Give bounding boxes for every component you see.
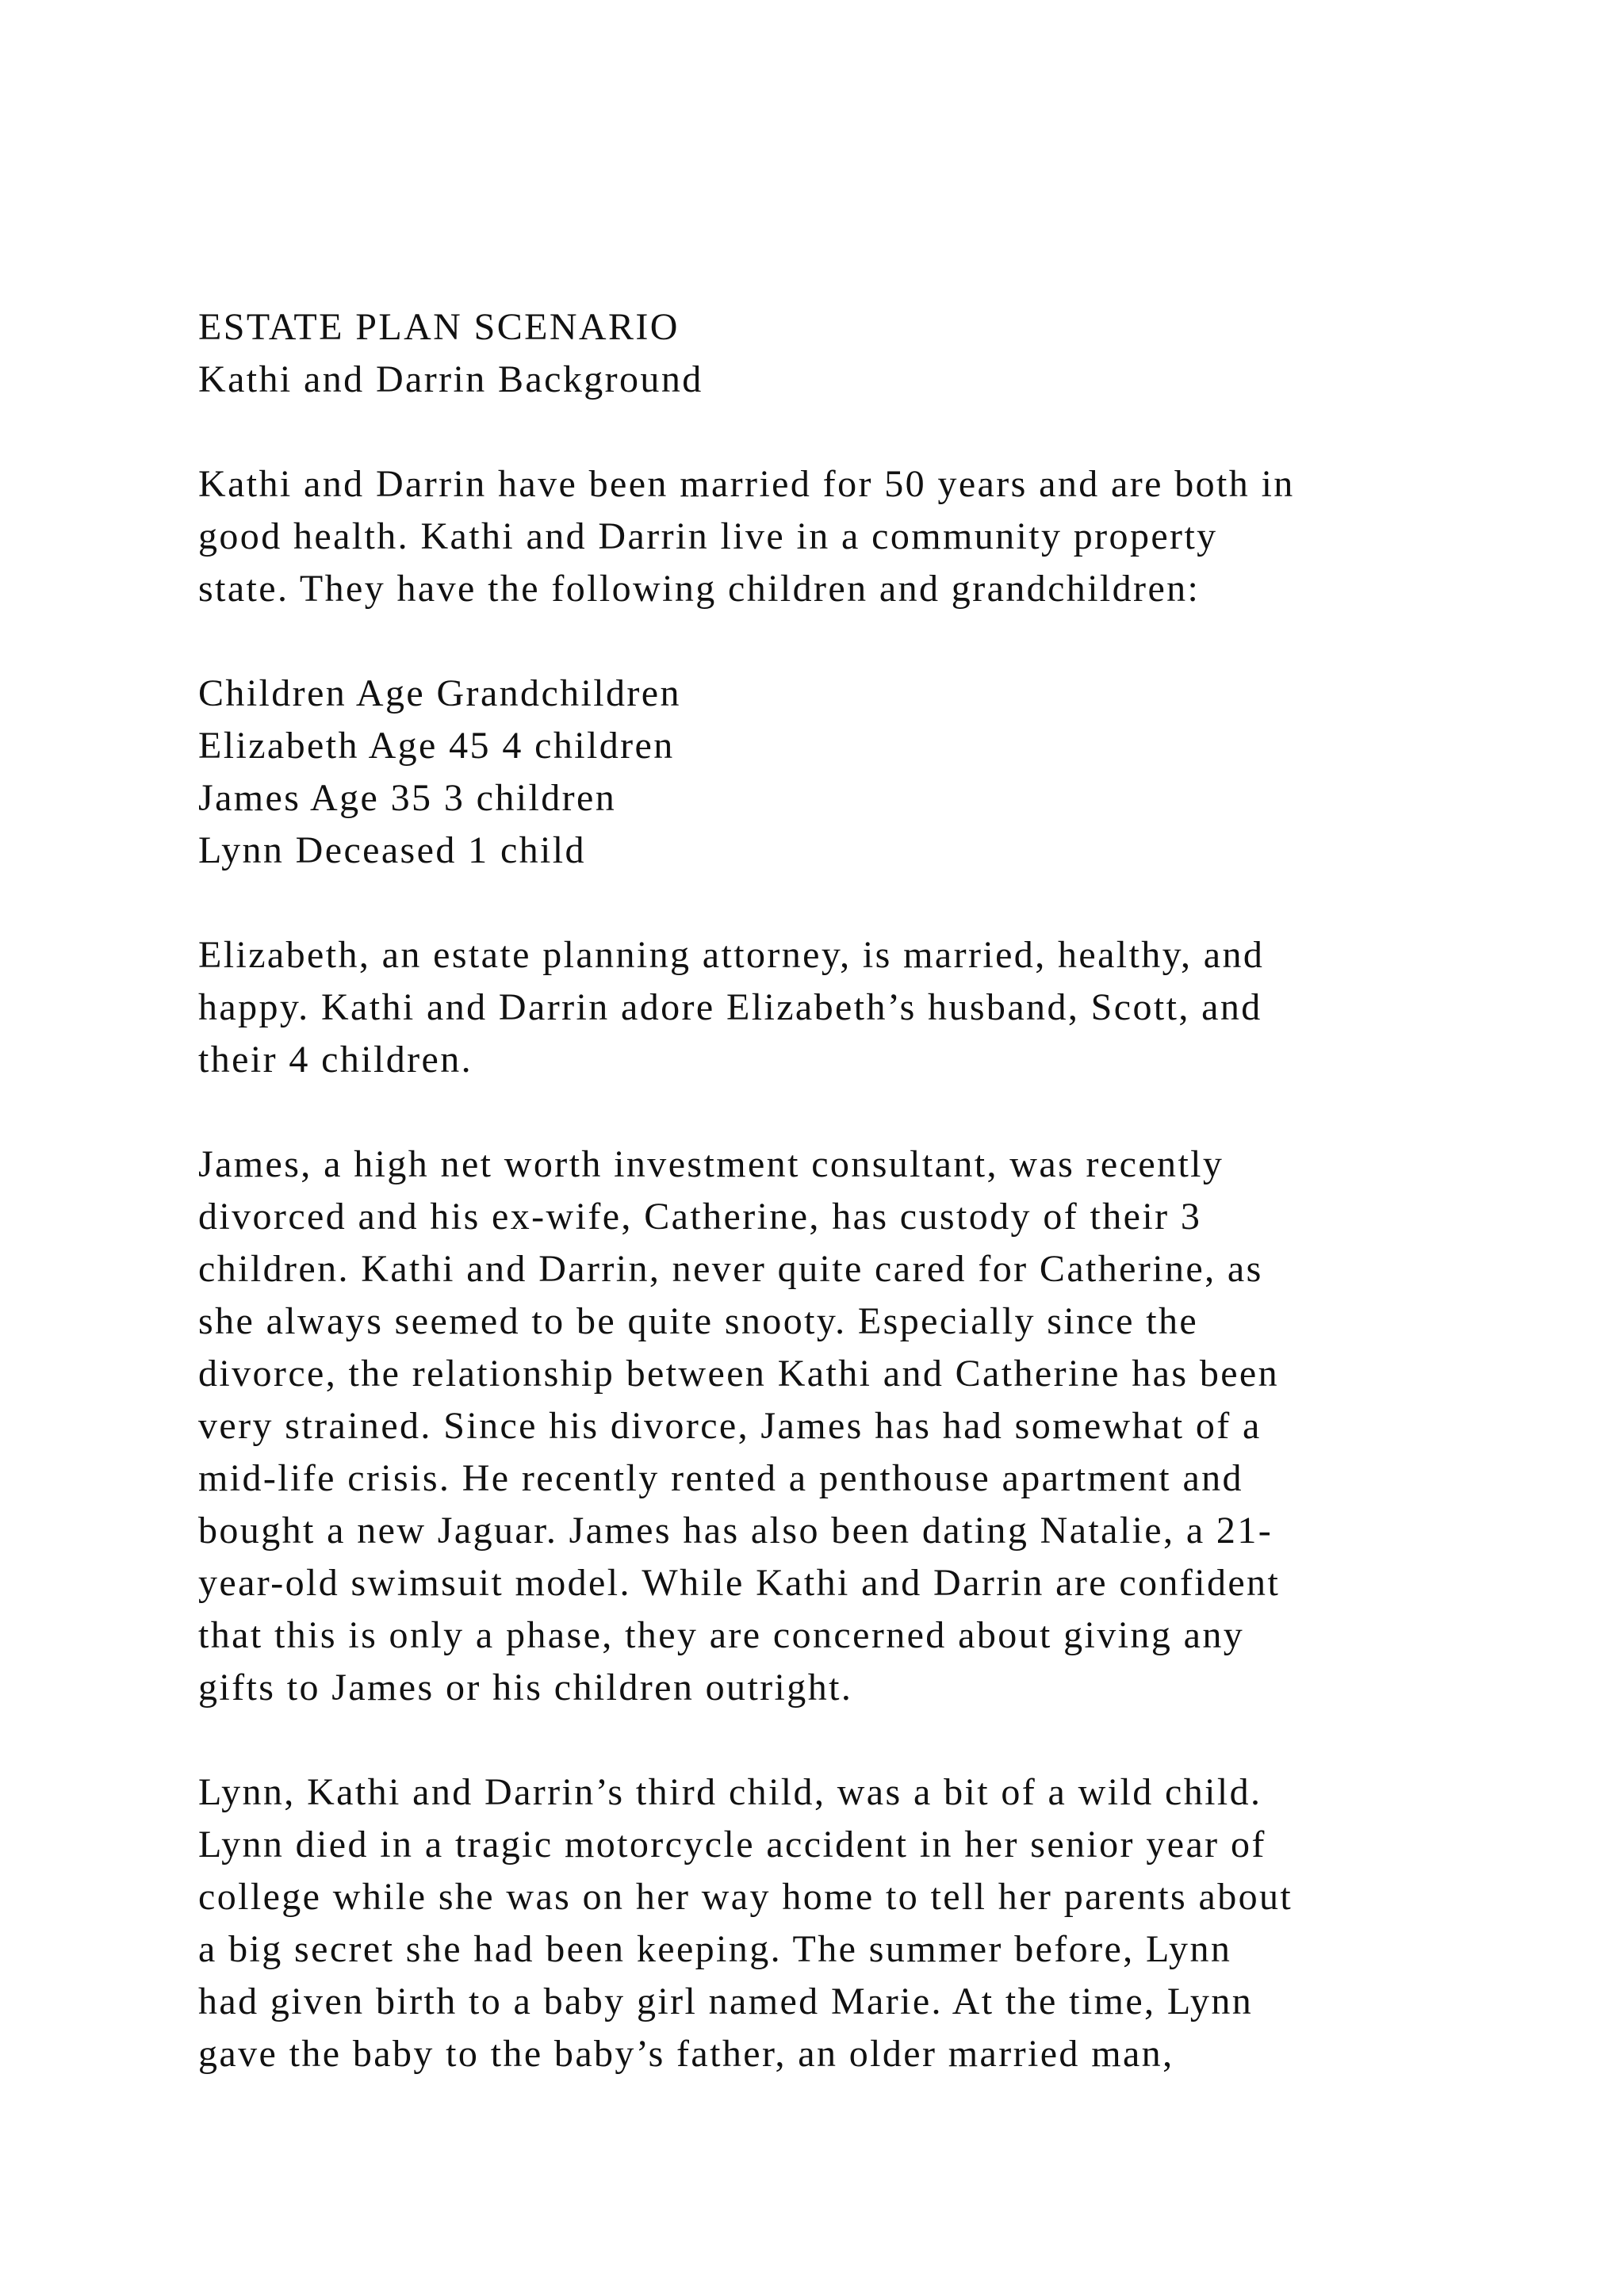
paragraph-elizabeth bbox=[198, 929, 1546, 1086]
document-body bbox=[198, 301, 1546, 2080]
children-table-header: Children Age Grandchildren bbox=[198, 672, 681, 714]
children-table bbox=[198, 668, 1546, 877]
paragraph-line: divorced and his ex-wife, Catherine, has custody of their 3 bbox=[198, 1196, 1202, 1238]
paragraph-line: college while she was on her way home to tell her parents about bbox=[198, 1876, 1293, 1918]
paragraph-line: state. They have the following children and grandchildren: bbox=[198, 568, 1201, 610]
document-title: ESTATE PLAN SCENARIO bbox=[198, 306, 680, 348]
paragraph-line: had given birth to a baby girl named Marie. At the time, Lynn bbox=[198, 1980, 1254, 2022]
paragraph-line: gifts to James or his children outright. bbox=[198, 1667, 853, 1709]
paragraph-line: children. Kathi and Darrin, never quite cared for Catherine, as bbox=[198, 1248, 1263, 1290]
children-table-row: Elizabeth Age 45 4 children bbox=[198, 725, 675, 767]
paragraph-marriage bbox=[198, 458, 1546, 615]
paragraph-line: James, a high net worth investment consultant, was recently bbox=[198, 1143, 1224, 1185]
blank-line bbox=[198, 406, 1546, 458]
paragraph-line: very strained. Since his divorce, James has had somewhat of a bbox=[198, 1405, 1262, 1447]
paragraph-line: Elizabeth, an estate planning attorney, is married, healthy, and bbox=[198, 934, 1265, 976]
paragraph-line: bought a new Jaguar. James has also been dating Natalie, a 21- bbox=[198, 1510, 1274, 1552]
children-table-row: James Age 35 3 children bbox=[198, 777, 617, 819]
paragraph-line: year-old swimsuit model. While Kathi and Darrin are confident bbox=[198, 1562, 1281, 1604]
paragraph-line: gave the baby to the baby’s father, an older married man, bbox=[198, 2033, 1174, 2075]
blank-line bbox=[198, 1086, 1546, 1138]
paragraph-line: divorce, the relationship between Kathi and Catherine has been bbox=[198, 1353, 1280, 1395]
children-table-row: Lynn Deceased 1 child bbox=[198, 829, 586, 871]
paragraph-line: mid-life crisis. He recently rented a penthouse apartment and bbox=[198, 1457, 1243, 1499]
document-subtitle: Kathi and Darrin Background bbox=[198, 358, 703, 400]
paragraph-line: she always seemed to be quite snooty. Especially since the bbox=[198, 1300, 1199, 1342]
paragraph-line: good health. Kathi and Darrin live in a community property bbox=[198, 515, 1218, 557]
blank-line bbox=[198, 1714, 1546, 1766]
paragraph-line: that this is only a phase, they are concerned about giving any bbox=[198, 1614, 1245, 1656]
paragraph-line: Lynn died in a tragic motorcycle accident in her senior year of bbox=[198, 1823, 1266, 1866]
paragraph-line: Kathi and Darrin have been married for 50 years and are both in bbox=[198, 463, 1295, 505]
paragraph-line: Lynn, Kathi and Darrin’s third child, was a bit of a wild child. bbox=[198, 1771, 1262, 1813]
paragraph-james bbox=[198, 1138, 1546, 1714]
paragraph-line: a big secret she had been keeping. The summer before, Lynn bbox=[198, 1928, 1232, 1970]
paragraph-lynn bbox=[198, 1766, 1546, 2080]
blank-line bbox=[198, 615, 1546, 668]
blank-line bbox=[198, 877, 1546, 929]
paragraph-line: their 4 children. bbox=[198, 1039, 473, 1081]
paragraph-line: happy. Kathi and Darrin adore Elizabeth’s husband, Scott, and bbox=[198, 986, 1262, 1028]
